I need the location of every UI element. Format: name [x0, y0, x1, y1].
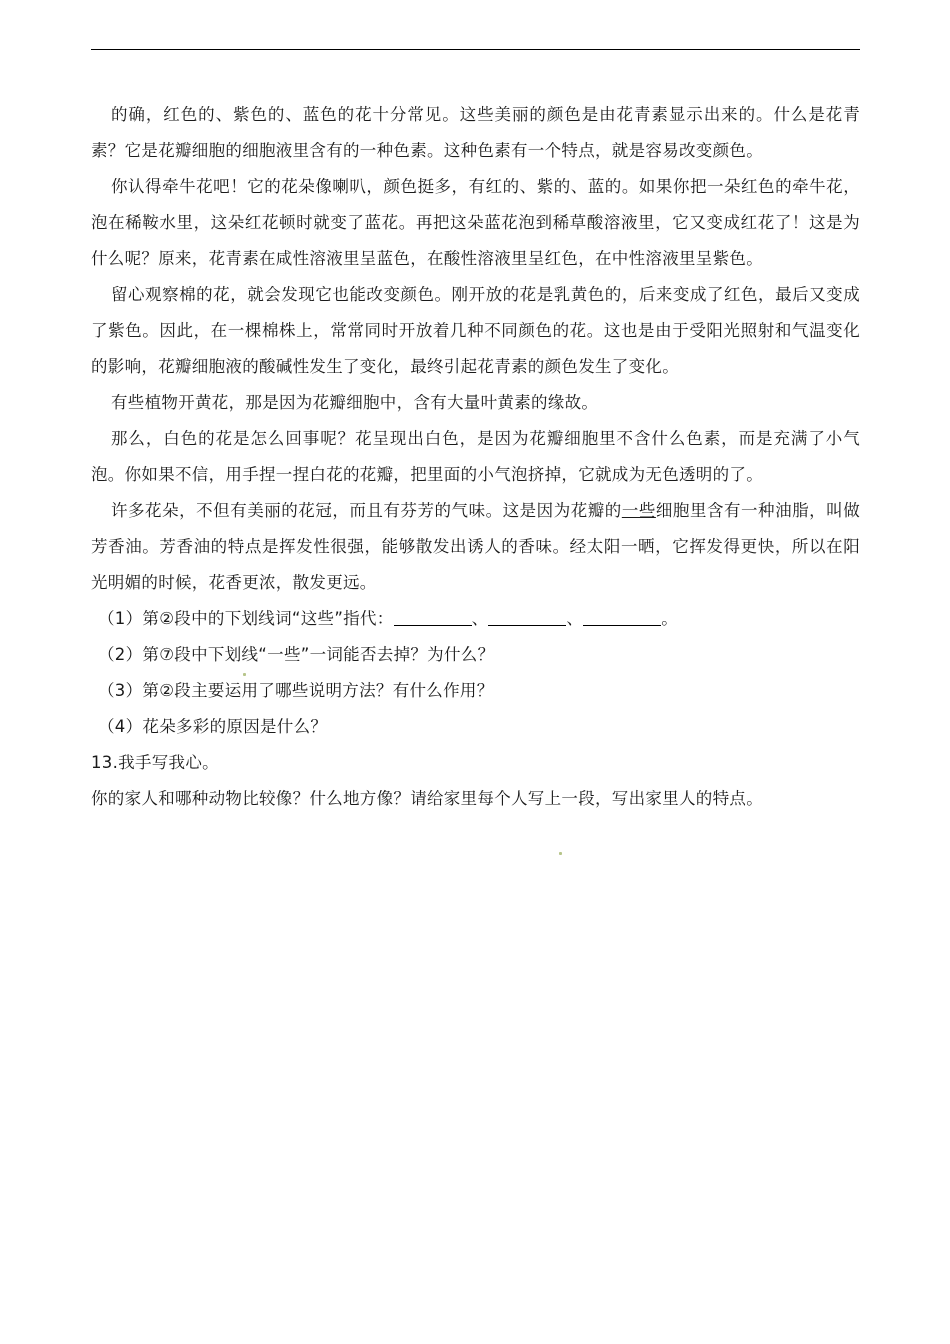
answer-blank-3[interactable]	[583, 609, 661, 627]
document-body	[91, 97, 860, 817]
answer-blank-1[interactable]	[394, 609, 472, 627]
stray-mark-1	[243, 673, 246, 676]
header-rule	[91, 49, 860, 50]
question-3: （3）第②段主要运用了哪些说明方法？有什么作用？	[98, 681, 494, 700]
question-1	[91, 601, 860, 637]
underlined-word: 一些	[621, 501, 656, 520]
section-13-heading: 13.我手写我心。	[91, 753, 219, 772]
paragraph-3: 留心观察棉的花，就会发现它也能改变颜色。刚开放的花是乳黄色的，后来变成了红色，最后又变成了紫色。因此，在一棵棉株上，常常同时开放着几种不同颜色的花。这也是由于受阳光照射和气温变化的影响，花瓣细胞液的酸碱性发生了变化，最终引起花青素的颜色发生了变化。	[91, 285, 860, 376]
paragraph-5: 那么，白色的花是怎么回事呢？花呈现出白色，是因为花瓣细胞里不含什么色素，而是充满了小气泡。你如果不信，用手捏一捏白花的花瓣，把里面的小气泡挤掉，它就成为无色透明的了。	[91, 429, 860, 484]
question-1-end: 。	[661, 609, 679, 628]
paragraph-1: 的确，红色的、紫色的、蓝色的花十分常见。这些美丽的颜色是由花青素显示出来的。什么是花青素？它是花瓣细胞的细胞液里含有的一种色素。这种色素有一个特点，就是容易改变颜色。	[91, 105, 860, 160]
separator-1: 、	[471, 609, 489, 628]
answer-blank-2[interactable]	[488, 609, 566, 627]
paragraph-2: 你认得牵牛花吧！它的花朵像喇叭，颜色挺多，有红的、紫的、蓝的。如果你把一朵红色的牵牛花，泡在稀鞍水里，这朵红花顿时就变了蓝花。再把这朵蓝花泡到稀草酸溶液里，它又变成红花了！这是为什么呢？原来，花青素在咸性溶液里呈蓝色，在酸性溶液里呈红色，在中性溶液里呈紫色。	[91, 177, 860, 268]
question-1-text: （1）第②段中的下划线词“这些”指代：	[98, 609, 394, 628]
separator-2: 、	[566, 609, 584, 628]
question-2: （2）第⑦段中下划线“一些”一词能否去掉？为什么？	[98, 645, 495, 664]
stray-mark-2	[559, 852, 562, 855]
section-13-prompt: 你的家人和哪种动物比较像？什么地方像？请给家里每个人写上一段，写出家里人的特点。	[91, 789, 763, 808]
question-4: （4）花朵多彩的原因是什么？	[98, 717, 328, 736]
paragraph-4: 有些植物开黄花，那是因为花瓣细胞中，含有大量叶黄素的缘故。	[111, 393, 599, 412]
paragraph-6-before: 许多花朵，不但有美丽的花冠，而且有芬芳的气味。这是因为花瓣的	[111, 501, 622, 520]
paragraph-6	[91, 493, 860, 601]
paragraph-6-after: 细胞里含有一种油脂，叫做芳香油。芳香油的特点是挥发性很强，能够散发出诱人的香味。经太阳一晒，它挥发得更快，所以在阳光明媚的时候，花香更浓，散发更远。	[91, 501, 860, 592]
